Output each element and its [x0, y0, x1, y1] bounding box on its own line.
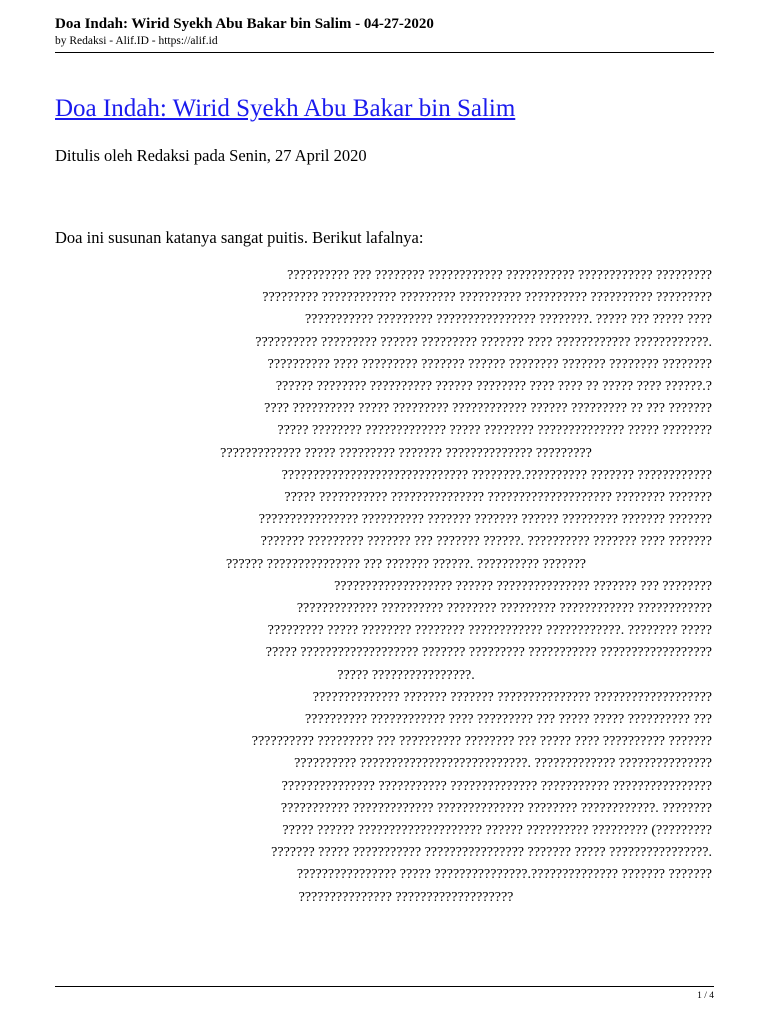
arabic-text-line: ???? ?????????? ????? ????????? ???????????? ?????? ????????? ?? ??? ???????: [264, 401, 712, 417]
arabic-text-line: ?????????? ??? ???????? ???????????? ??????????? ???????????? ?????????: [287, 268, 712, 283]
footer-divider: [55, 986, 714, 987]
arabic-text-line: ????? ??????????????????? ??????? ????????? ??????????? ??????????????????: [265, 645, 712, 661]
arabic-text-line: ????????? ????? ???????? ???????? ???????????? ????????????. ???????? ?????: [267, 623, 712, 639]
arabic-text-line: ??????????????? ??????????? ?????????????? ??????????? ????????????????: [281, 778, 712, 794]
arabic-text-line: ??????????? ????????????? ?????????????? ???????? ????????????. ????????: [280, 800, 712, 816]
arabic-text-line: ?????? ???????? ?????????? ?????? ???????? ???? ???? ?? ????? ???? ??????.?: [275, 379, 712, 395]
header-divider: [55, 52, 714, 53]
arabic-text-line: ????????? ???????????? ????????? ?????????? ?????????? ?????????? ?????????: [262, 290, 712, 306]
arabic-text-line: ????? ??????????? ??????????????? ???????????????????? ???????? ???????: [284, 490, 712, 506]
article-intro: Doa ini susunan katanya sangat puitis. Berikut lafalnya:: [55, 228, 424, 247]
arabic-text-line: ??????????? ????????? ???????????????? ????????. ????? ??? ????? ????: [304, 312, 712, 328]
arabic-text-line: ??????????????????? ?????? ??????????????? ??????? ??? ????????: [334, 578, 712, 594]
arabic-text-line: ?????????? ???????????? ???? ????????? ??? ????? ????? ?????????? ???: [304, 712, 712, 728]
arabic-text-line: ???????????????? ????? ???????????????.?????????????? ??????? ???????: [296, 867, 712, 883]
arabic-text-line: ????? ?????? ???????????????????? ?????? ?????????? ????????? (?????????: [282, 823, 712, 839]
arabic-text-line: ?????????? ???????????????????????????. ????????????? ???????????????: [294, 756, 712, 772]
arabic-text-line: ????? ????????????????.: [337, 667, 475, 683]
arabic-text-line: ???????????????? ?????????? ??????? ??????? ?????? ????????? ??????? ???????: [258, 512, 712, 528]
arabic-text-line: ??????? ????????? ??????? ??? ??????? ??????. ?????????? ??????? ???? ???????: [260, 534, 712, 550]
arabic-text-line: ????????????? ?????????? ???????? ????????? ???????????? ????????????: [296, 601, 712, 617]
arabic-text-line: ?????????????????????????????? ????????.?????????? ??????? ????????????: [281, 467, 712, 483]
arabic-text-line: ????????????? ????? ????????? ??????? ?????????????? ?????????: [220, 445, 592, 461]
arabic-text-line: ?????????????? ??????? ??????? ??????????????? ???????????????????: [312, 689, 712, 705]
arabic-text-line: ????? ???????? ????????????? ????? ???????? ?????????????? ????? ????????: [277, 423, 712, 439]
arabic-text-line: ??????? ????? ??????????? ???????????????? ??????? ????? ????????????????.: [271, 845, 712, 861]
page-number: 1 / 4: [697, 991, 714, 1001]
arabic-text-line: ?????????? ???? ????????? ??????? ?????? ???????? ??????? ???????? ????????: [267, 356, 712, 372]
running-header-byline: by Redaksi - Alif.ID - https://alif.id: [55, 35, 218, 47]
arabic-text-line: ?????????? ????????? ?????? ????????? ??????? ???? ???????????? ????????????.: [255, 334, 712, 350]
arabic-text-line: ?????????? ????????? ??? ?????????? ???????? ??? ????? ???? ?????????? ???????: [251, 734, 712, 750]
arabic-text-line: ?????? ??????????????? ??? ??????? ??????. ?????????? ???????: [225, 556, 587, 572]
article-title-link[interactable]: Doa Indah: Wirid Syekh Abu Bakar bin Salim: [55, 95, 516, 122]
article-dateline: Ditulis oleh Redaksi pada Senin, 27 April 2020: [55, 146, 367, 165]
running-header-title: Doa Indah: Wirid Syekh Abu Bakar bin Salim - 04-27-2020: [55, 16, 434, 32]
running-header: [55, 15, 714, 49]
arabic-text-line: ??????????????? ???????????????????: [298, 889, 514, 905]
arabic-prayer-text: [80, 265, 732, 909]
